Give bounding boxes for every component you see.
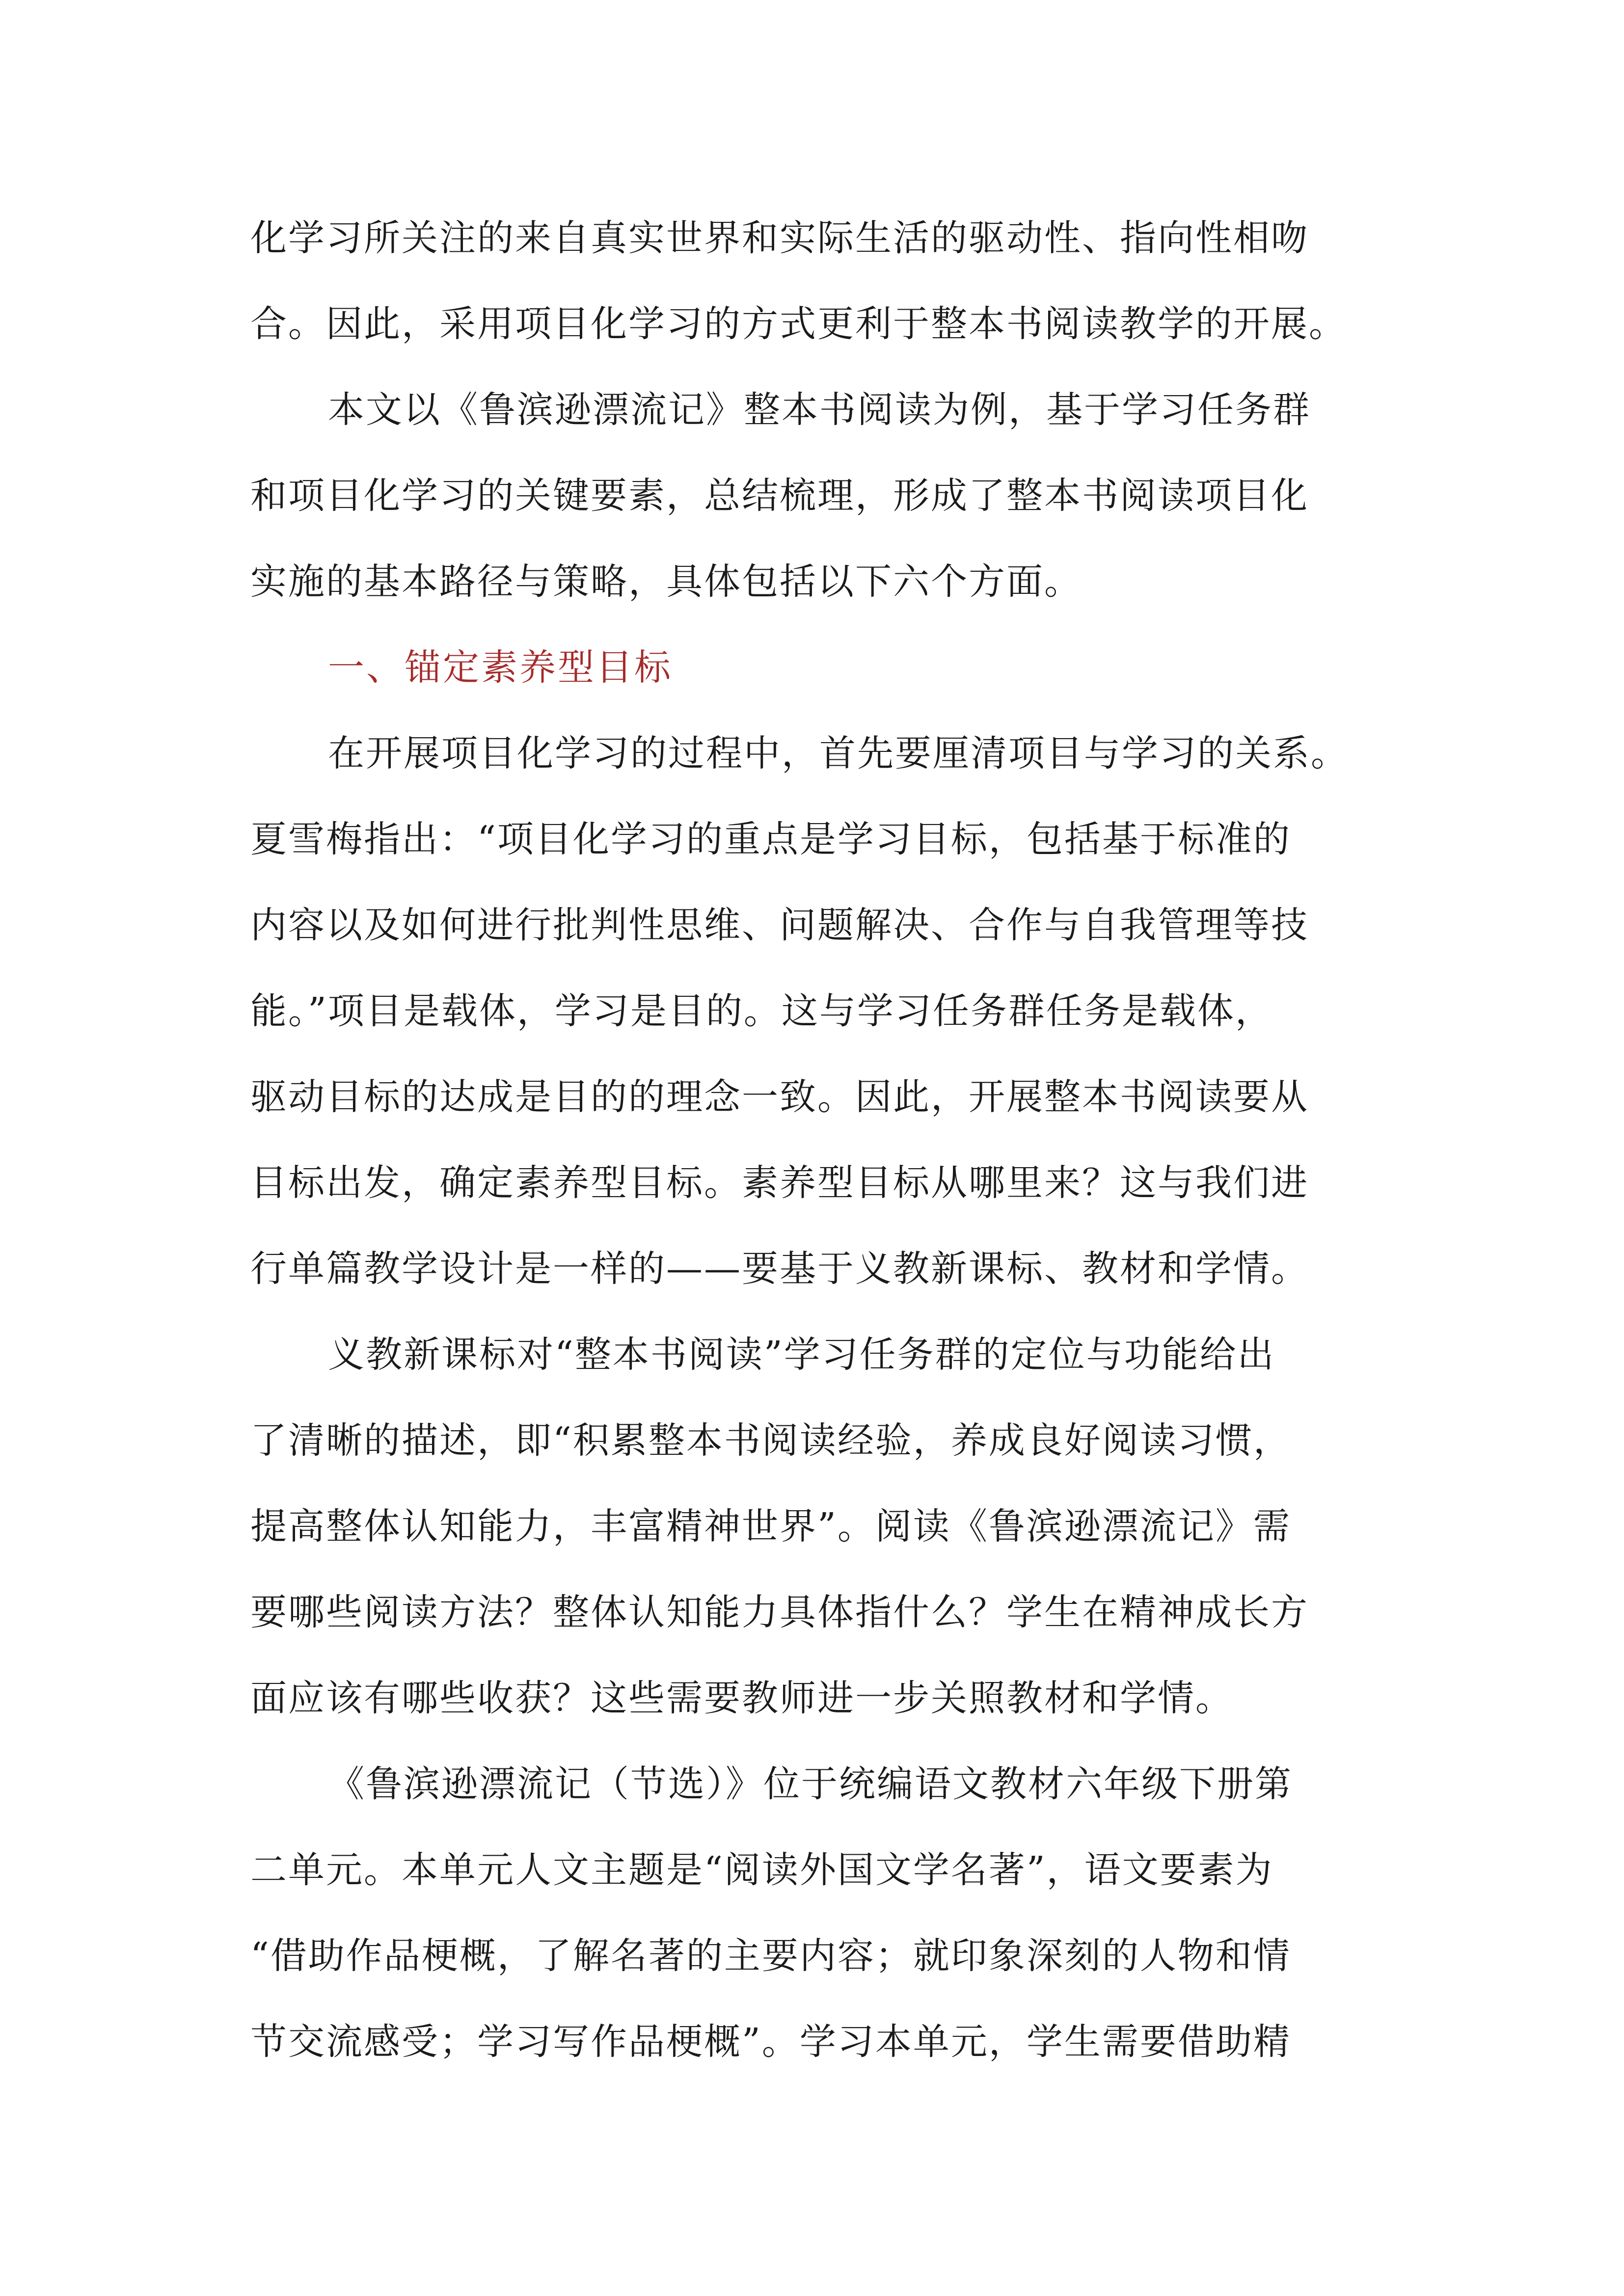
text-line: 行单篇教学设计是一样的——要基于义教新课标、教材和学情。 — [250, 1248, 1309, 1290]
text-line: 面应该有哪些收获？这些需要教师进一步关照教材和学情。 — [250, 1677, 1233, 1719]
text-line: “借助作品梗概，了解名著的主要内容；就印象深刻的人物和情 — [250, 1935, 1291, 1977]
paragraph-first-line: 在开展项目化学习的过程中，首先要厘清项目与学习的关系。 — [328, 732, 1349, 774]
text-line: 化学习所关注的来自真实世界和实际生活的驱动性、指向性相吻 — [250, 217, 1309, 259]
text-line: 要哪些阅读方法？整体认知能力具体指什么？学生在精神成长方 — [250, 1591, 1309, 1633]
paragraph-first-line: 本文以《鲁滨逊漂流记》整本书阅读为例，基于学习任务群 — [328, 389, 1311, 431]
paragraph-first-line: 义教新课标对“整本书阅读”学习任务群的定位与功能给出 — [328, 1334, 1275, 1376]
text-line: 内容以及如何进行批判性思维、问题解决、合作与自我管理等技 — [250, 904, 1309, 946]
text-line: 能。”项目是载体，学习是目的。这与学习任务群任务是载体， — [250, 990, 1273, 1032]
text-line: 了清晰的描述，即“积累整本书阅读经验，养成良好阅读习惯， — [250, 1419, 1291, 1462]
text-line: 二单元。本单元人文主题是“阅读外国文学名著”，语文要素为 — [250, 1849, 1273, 1891]
paragraph-first-line: 《鲁滨逊漂流记（节选）》位于统编语文教材六年级下册第 — [328, 1763, 1293, 1805]
text-line: 夏雪梅指出：“项目化学习的重点是学习目标，包括基于标准的 — [250, 818, 1291, 860]
text-line: 驱动目标的达成是目的的理念一致。因此，开展整本书阅读要从 — [250, 1076, 1309, 1118]
text-line: 节交流感受；学习写作品梗概”。学习本单元，学生需要借助精 — [250, 2021, 1291, 2063]
text-line: 目标出发，确定素养型目标。素养型目标从哪里来？这与我们进 — [250, 1162, 1309, 1204]
text-line: 提高整体认知能力，丰富精神世界”。阅读《鲁滨逊漂流记》需 — [250, 1505, 1291, 1548]
text-line: 合。因此，采用项目化学习的方式更利于整本书阅读教学的开展。 — [250, 303, 1347, 345]
text-line: 实施的基本路径与策略，具体包括以下六个方面。 — [250, 561, 1082, 603]
section-heading: 一、锚定素养型目标 — [328, 646, 673, 689]
text-line: 和项目化学习的关键要素，总结梳理，形成了整本书阅读项目化 — [250, 475, 1309, 517]
